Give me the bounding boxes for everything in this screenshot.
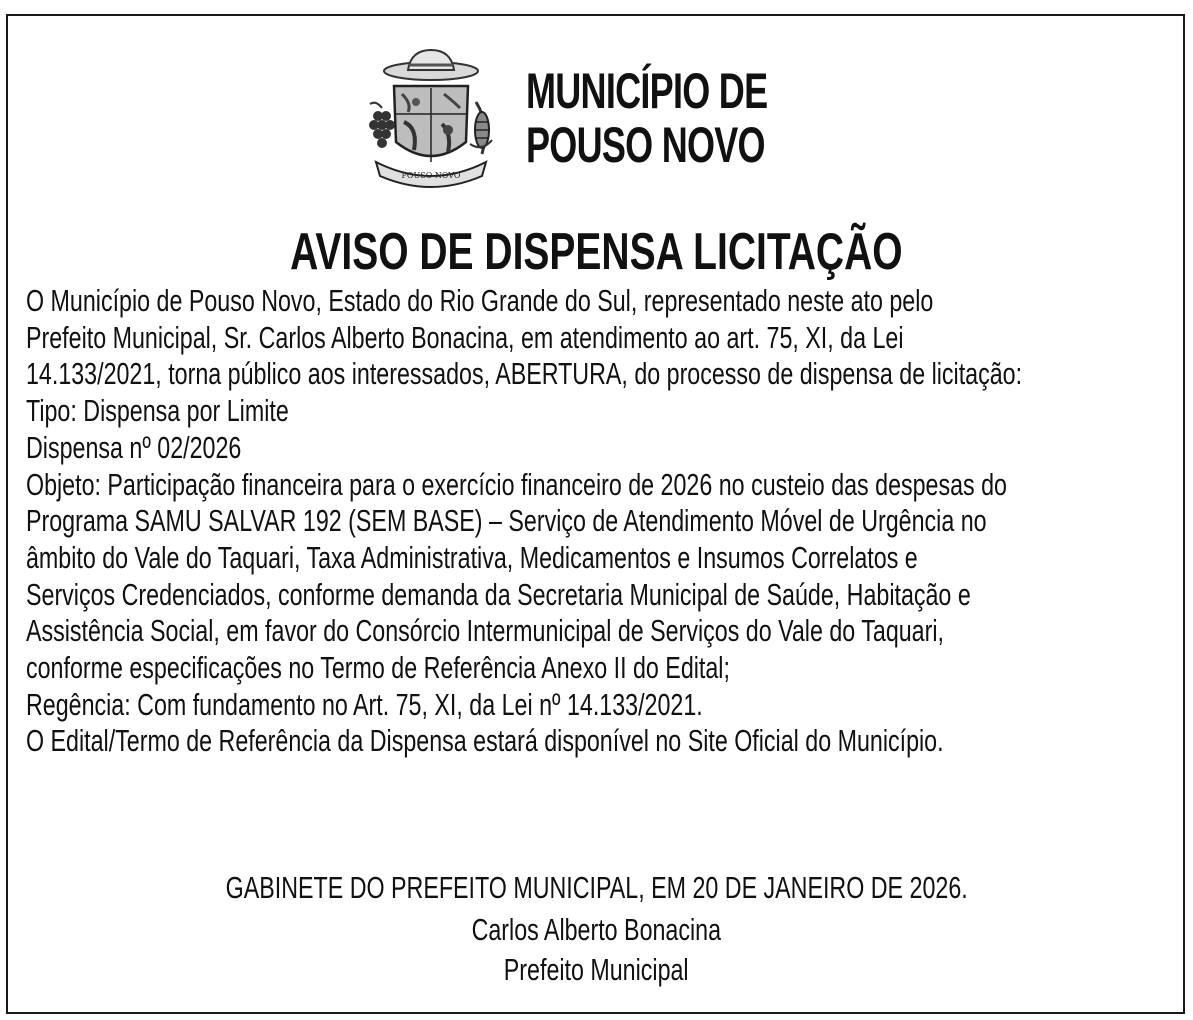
objeto-line: Serviços Credenciados, conforme demanda da Secretaria Municipal de Saúde, Habitação e <box>26 576 971 612</box>
objeto-line: Programa SAMU SALVAR 192 (SEM BASE) – Serviço de Atendimento Móvel de Urgência no <box>26 503 987 539</box>
signatory-title-text: Prefeito Municipal <box>504 952 689 987</box>
municipality-name-line-2: POUSO NOVO <box>526 117 765 173</box>
header <box>356 44 856 194</box>
intro-paragraph-end: 14.133/2021, torna público aos interessados, ABERTURA, do processo de dispensa de licitação: <box>26 356 1023 392</box>
crest-ribbon-text: POUSO NOVO <box>401 171 461 180</box>
notice-title-text: AVISO DE DISPENSA LICITAÇÃO <box>290 223 903 281</box>
intro-line: O Município de Pouso Novo, Estado do Rio Grande do Sul, representado neste ato pelo <box>26 283 934 318</box>
signatory-title <box>0 952 1193 989</box>
edital-info-line: O Edital/Termo de Referência da Dispensa estará disponível no Site Oficial do Município. <box>26 723 944 759</box>
municipality-name <box>526 64 767 172</box>
gabinete-date-text: GABINETE DO PREFEITO MUNICIPAL, EM 20 DE JANEIRO DE 2026. <box>225 870 968 905</box>
objeto-line: âmbito do Vale do Taquari, Taxa Administrativa, Medicamentos e Insumos Correlatos e <box>26 539 918 575</box>
notice-title <box>0 222 1193 282</box>
signatory-name <box>0 912 1193 949</box>
tipo-line: Tipo: Dispensa por Limite <box>26 393 289 429</box>
notice-body <box>26 283 1183 760</box>
signatory-name-text: Carlos Alberto Bonacina <box>471 912 722 947</box>
objeto-line: Assistência Social, em favor do Consórcio Intermunicipal de Serviços do Vale do Taquari, <box>26 613 944 649</box>
regencia-line: Regência: Com fundamento no Art. 75, XI, da Lei nº 14.133/2021. <box>26 686 703 722</box>
objeto-line: conforme especificações no Termo de Referência Anexo II do Edital; <box>26 650 730 686</box>
objeto-line: Objeto: Participação financeira para o exercício financeiro de 2026 no custeio das despesas do <box>26 466 1007 502</box>
municipal-crest-logo <box>356 44 506 194</box>
municipality-name-line-1: MUNICÍPIO DE <box>526 63 768 119</box>
gabinete-date <box>0 870 1193 907</box>
dispensa-number-line: Dispensa nº 02/2026 <box>26 429 242 465</box>
intro-line: Prefeito Municipal, Sr. Carlos Alberto Bonacina, em atendimento ao art. 75, XI, da Lei <box>26 319 904 355</box>
